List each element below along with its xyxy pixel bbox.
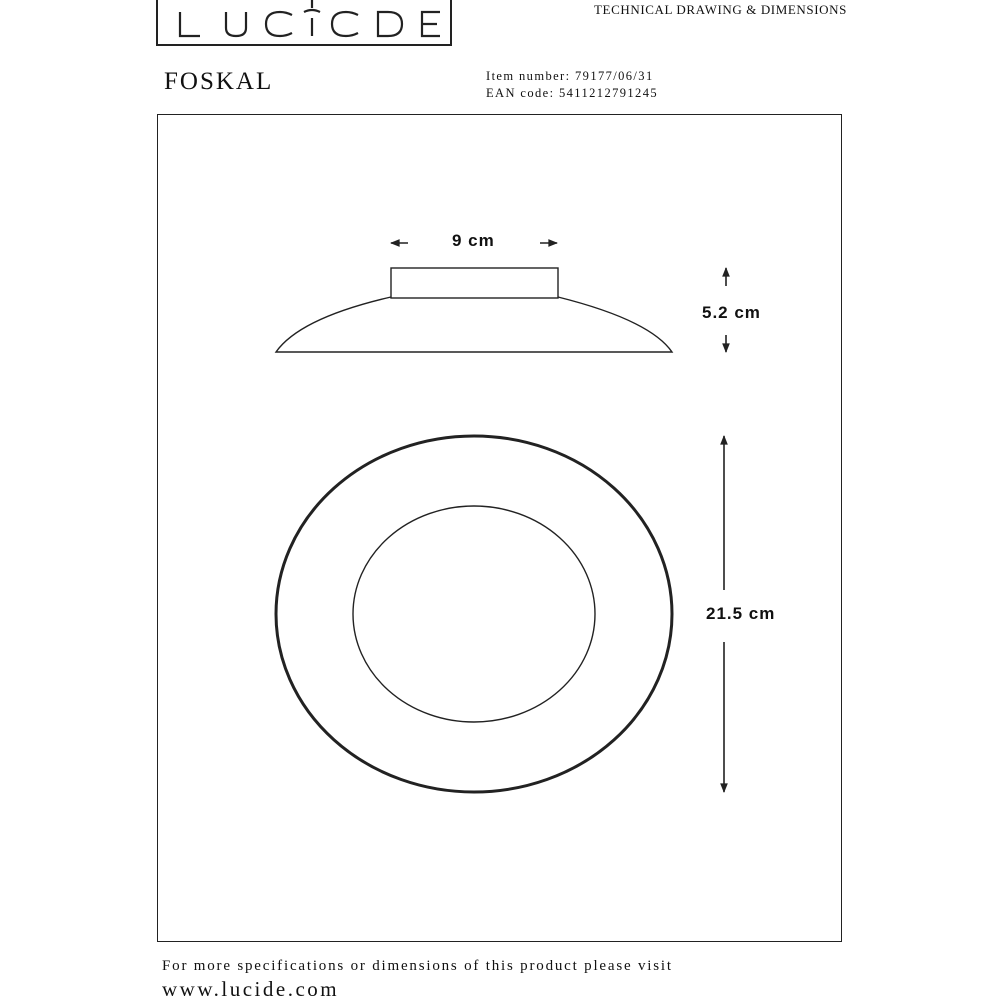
- top-view-outer-ring: [276, 436, 672, 792]
- product-name: FOSKAL: [164, 68, 274, 95]
- top-view-inner-ring: [353, 506, 595, 722]
- document-type: TECHNICAL DRAWING & DIMENSIONS: [594, 2, 847, 17]
- height-dimension-label: 5.2 cm: [702, 303, 761, 322]
- side-view-dome: [276, 297, 672, 352]
- item-number: Item number: 79177/06/31: [486, 69, 654, 83]
- width-dimension-label: 9 cm: [452, 231, 495, 250]
- footer-website-link[interactable]: www.lucide.com: [162, 977, 340, 1001]
- diameter-dimension-label: 21.5 cm: [706, 604, 776, 623]
- side-view-base: [391, 268, 558, 298]
- ean-code: EAN code: 5411212791245: [486, 86, 658, 100]
- footer-note: For more specifications or dimensions of this product please visit: [162, 958, 673, 974]
